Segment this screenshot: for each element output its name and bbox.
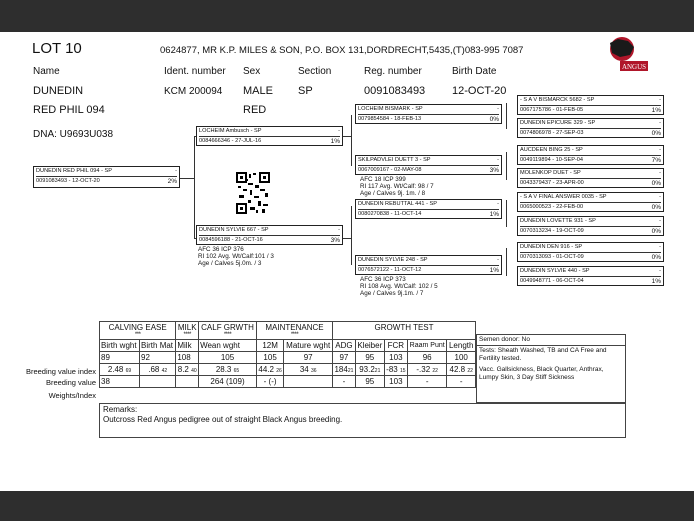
table-cell: -83 15 <box>386 365 406 374</box>
connector <box>506 200 507 227</box>
table-cell: 105 <box>256 352 283 364</box>
table-cell: 95 <box>355 376 384 388</box>
table-row <box>100 364 476 376</box>
animal-section: SP <box>298 85 313 97</box>
table-cell: 97 <box>333 352 356 364</box>
animal-reg: 0091083493 <box>364 85 426 97</box>
table-cell: - <box>447 376 476 388</box>
table-row <box>100 352 476 364</box>
pedigree-gg-3: AUCDEEN BING 25 - SP - 0049119894 - 10-SEP-04 7% <box>517 145 664 165</box>
row-label-bvi: Breeding value index <box>25 367 96 376</box>
connector <box>506 248 507 276</box>
pedigree-gg-5: - S A V FINAL ANSWER 0035 - SP - 0065000523 - 22-FEB-00 0% <box>517 192 664 212</box>
animal-colour: RED <box>243 104 267 116</box>
dam-stats: AFC 36 ICP 376 RI 102 Avg. Wt/Calf:101 / 3 Age / Calves 5j.0m. / 3 <box>198 246 274 267</box>
pedigree-dam-dam: DUNEDIN SYLVIE 248 - SP - 0076572122 - 11-OCT-12 1% <box>355 255 502 275</box>
table-cell: 42.8 22 <box>447 364 476 376</box>
table-cell: 18421 <box>334 365 354 374</box>
pedigree-gg-7: DUNEDIN DEN 916 - SP - 0070313093 - 01-OCT-09 0% <box>517 242 664 262</box>
pedigree-gg-2: DUNEDIN EPICURE 329 - SP - 0074806978 - 27-SEP-03 0% <box>517 118 664 138</box>
table-cell: 105 <box>199 352 257 364</box>
col-header: 12M <box>256 340 283 352</box>
pedigree-gg-4: MOLENKOP DUET - SP - 0043379437 - 23-APR-00 0% <box>517 168 664 188</box>
top-bar <box>0 0 694 32</box>
milk-header: MILK **** <box>176 322 199 340</box>
table-cell: 103 <box>384 352 407 364</box>
table-cell: 264 (109) <box>199 376 257 388</box>
lot-number: LOT 10 <box>32 40 82 57</box>
growth-test-header: GROWTH TEST <box>333 322 476 340</box>
bottom-bar <box>0 491 694 521</box>
connector <box>506 103 507 129</box>
performance-table <box>99 321 476 388</box>
table-cell: - <box>407 376 446 388</box>
connector <box>351 115 352 166</box>
pedigree-sire-dam: SKILPADVLEI DUETT 3 - SP - 0067009167 - 02-MAY-08 3% <box>355 155 502 175</box>
col-header: FCR <box>384 340 407 352</box>
col-header: Kleiber <box>355 340 384 352</box>
column-header-row <box>100 340 476 352</box>
connector <box>506 152 507 180</box>
table-cell: 28.3 65 <box>199 364 257 376</box>
pedigree-self: DUNEDIN RED PHIL 094 - SP - 0091083493 - 12-OCT-20 2% <box>33 166 180 188</box>
ident-header: Ident. number <box>164 66 226 77</box>
sex-header: Sex <box>243 66 261 77</box>
remarks-title: Remarks: <box>103 405 138 414</box>
table-cell: 108 <box>176 352 199 364</box>
pedigree-sire-sire: LOCHEIM BISMARK - SP - 0079854584 - 18-FEB-13 0% <box>355 104 502 124</box>
reg-header: Reg. number <box>364 66 422 77</box>
dna-code: DNA: U9693U038 <box>33 129 114 140</box>
birth-header: Birth Date <box>452 66 497 77</box>
table-cell: - (-) <box>256 376 283 388</box>
col-header: Birth Mat <box>140 340 176 352</box>
connector <box>351 206 352 265</box>
col-header: Wean wght <box>199 340 257 352</box>
animal-birth: 12-OCT-20 <box>452 85 507 97</box>
angus-logo <box>600 35 650 73</box>
pedigree-gg-1: - S A V BISMARCK 5682 - SP - 0067175786 - 01-FEB-05 1% <box>517 95 664 115</box>
pedigree-gg-6: DUNEDIN LOVETTE 931 - SP - 0070313234 - 19-OCT-09 0% <box>517 216 664 236</box>
remarks-text: Outcross Red Angus pedigree out of straight Black Angus breeding. <box>103 415 343 424</box>
sire-dam-stats: AFC 18 ICP 399 RI 117 Avg. Wt/Calf: 98 / 7 Age / Calves 9j. 1m. / 8 <box>360 176 434 197</box>
connector <box>343 136 351 137</box>
pedigree-dam-sire: DUNEDIN REBUTTAL 441 - SP - 0080270838 - 11-OCT-14 1% <box>355 199 502 219</box>
table-cell: 103 <box>384 376 407 388</box>
svg-text:ANGUS: ANGUS <box>621 63 647 71</box>
pedigree-sire: LOCHEIM Ambusch - SP - 0084666346 - 27-JUL-16 1% <box>196 126 343 146</box>
col-header: Birth wght <box>100 340 140 352</box>
calf-growth-header: CALF GRWTH **** <box>199 322 257 340</box>
col-header: Length <box>447 340 476 352</box>
col-header: Mature wght <box>284 340 333 352</box>
notes-panel <box>476 334 626 403</box>
calving-ease-header: CALVING EASE *** <box>100 322 176 340</box>
vaccination-text: Vacc. Gallsickness, Black Quarter, Anthrax, Lumpy Skin, 3 Day Stiff Sickness <box>479 366 604 381</box>
table-row <box>100 376 476 388</box>
col-header: Raam Punt <box>407 340 446 352</box>
owner-line: 0624877, MR K.P. MILES & SON, P.O. BOX 131,DORDRECHT,5435,(T)083-995 7087 <box>160 45 524 56</box>
connector <box>343 238 351 239</box>
table-cell: 96 <box>407 352 446 364</box>
group-header-row <box>100 322 476 340</box>
table-cell: 92 <box>140 352 176 364</box>
qr-code <box>236 171 270 215</box>
row-label-weights: Weights/Index <box>48 391 96 400</box>
animal-name: DUNEDIN <box>33 85 84 97</box>
table-cell: 34 36 <box>284 364 333 376</box>
dam-dam-stats: AFC 36 ICP 373 RI 108 Avg. Wt/Calf: 102 / 5 Age / Calves 9j.1m. / 7 <box>360 276 438 297</box>
animal-sex: MALE <box>243 85 273 97</box>
table-cell: 38 <box>100 376 140 388</box>
tests-text: Tests: Sheath Washed, TB and CA Free and Fertility tested. <box>477 345 625 363</box>
table-cell: 8.2 40 <box>177 365 197 374</box>
col-header: ADG <box>333 340 356 352</box>
maintenance-header: MAINTENANCE **** <box>256 322 332 340</box>
animal-name-2: RED PHIL 094 <box>33 104 105 116</box>
row-label-bv: Breeding value <box>45 378 96 387</box>
name-header: Name <box>33 66 60 77</box>
semen-donor: Semen donor: No <box>479 336 530 343</box>
table-cell: 100 <box>447 352 476 364</box>
col-header: Milk <box>176 340 199 352</box>
connector <box>180 178 194 179</box>
table-cell: -.32 22 <box>407 364 446 376</box>
table-cell: 95 <box>355 352 384 364</box>
connector <box>194 136 195 239</box>
table-cell <box>140 376 176 388</box>
section-header: Section <box>298 66 332 77</box>
table-cell: 97 <box>284 352 333 364</box>
table-cell: .68 42 <box>140 364 176 376</box>
animal-ident: KCM 200094 <box>164 86 223 97</box>
remarks-box <box>99 403 626 438</box>
table-cell: 93.221 <box>355 364 384 376</box>
table-cell <box>176 376 199 388</box>
pedigree-gg-8: DUNEDIN SYLVIE 440 - SP - 0049948771 - 06-OCT-04 1% <box>517 266 664 286</box>
table-cell: 44.2 26 <box>258 365 282 374</box>
table-cell: - <box>333 376 356 388</box>
table-cell: 89 <box>100 352 140 364</box>
table-cell: 2.48 69 <box>100 364 140 376</box>
table-cell <box>284 376 333 388</box>
pedigree-dam: DUNEDIN SYLVIE 667 - SP - 0084596188 - 21-OCT-16 3% <box>196 225 343 245</box>
